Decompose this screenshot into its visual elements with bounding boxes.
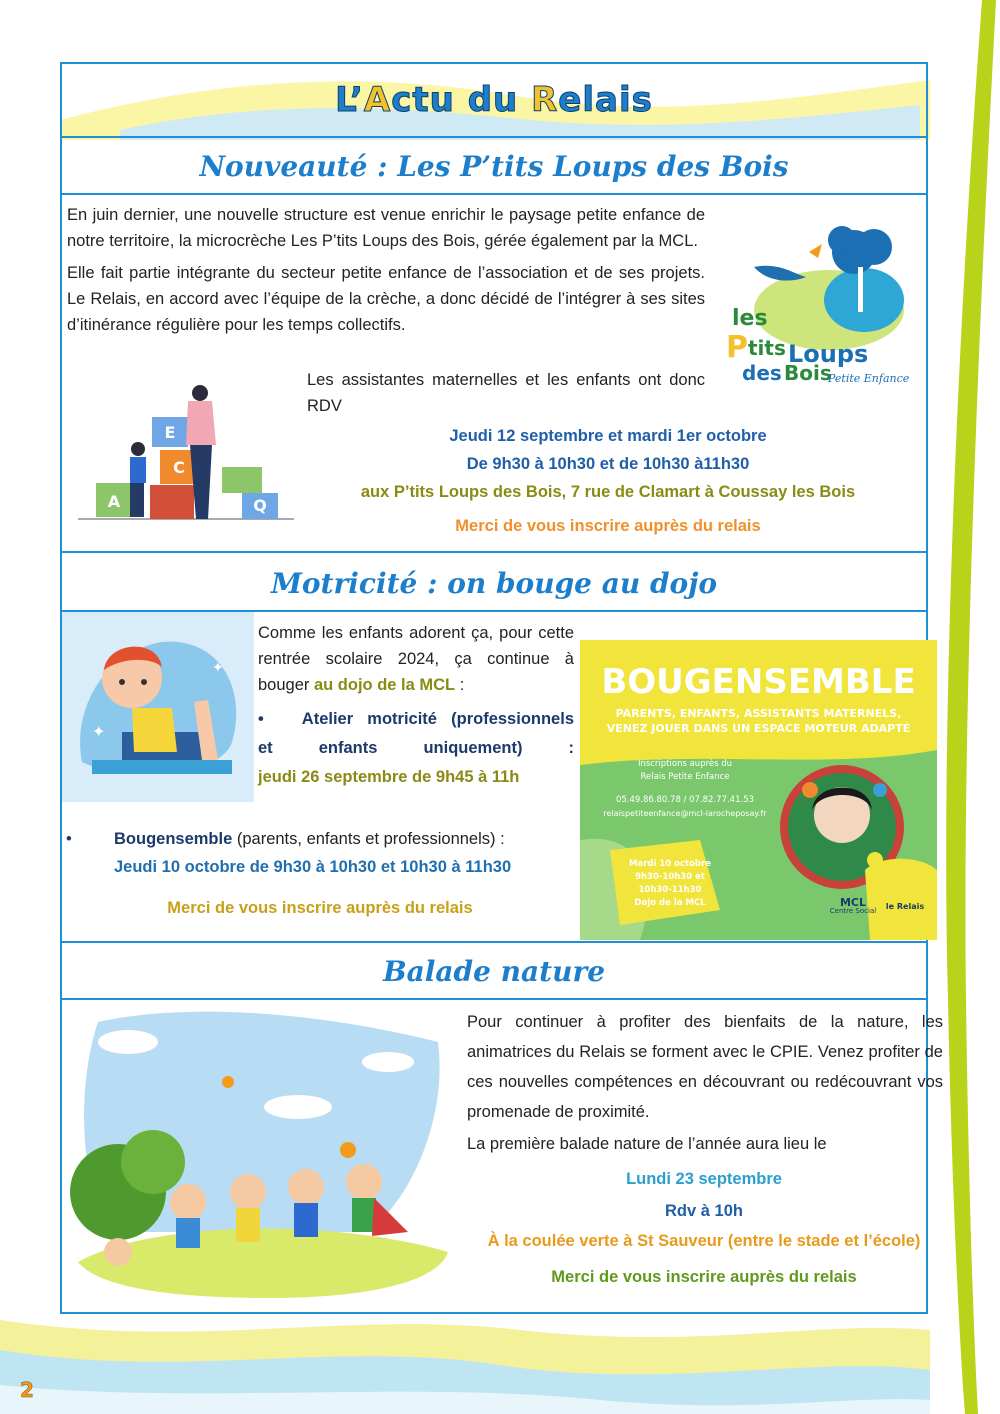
children-nature-illustration: [68, 1002, 460, 1298]
title-segment: A: [363, 80, 392, 120]
section2-item1: [258, 705, 574, 792]
bullet-icon: •: [258, 710, 264, 728]
svg-text:✦: ✦: [212, 660, 224, 676]
item1-label: Atelier motricité (professionnels et enfants uniquement) :: [258, 710, 574, 757]
intro-end: :: [455, 676, 465, 694]
poster-date-line: 10h30-11h30: [638, 885, 702, 895]
block-letter: E: [164, 423, 176, 442]
intro-text: Comme les enfants adorent ça, pour cette rentrée scolaire 2024, ça continue à bouger: [258, 624, 574, 694]
divider-section2-top: [60, 551, 928, 553]
poster-date-block: [620, 858, 720, 910]
section1-text-block: [67, 202, 705, 338]
poster-text: Relais Petite Enfance: [640, 772, 730, 782]
poster-subtitle-line: PARENTS, ENFANTS, ASSISTANTS MATERNELS,: [615, 707, 902, 720]
bottom-wave-decoration: [0, 1310, 1000, 1414]
section3-paragraph-2: La première balade nature de l’année aura lieu le: [467, 1135, 827, 1153]
section3-text-block: [467, 1007, 943, 1159]
poster-date-line: Mardi 10 octobre: [629, 859, 711, 869]
poster-email: relaispetiteenfance@mcl-larocheposay.fr: [603, 809, 767, 818]
poster-mcl: MCL: [839, 896, 867, 909]
title-segment: elais: [558, 80, 653, 120]
section2-signup: Merci de vous inscrire auprès du relais: [167, 899, 473, 917]
section3-date: Lundi 23 septembre: [626, 1170, 782, 1188]
poster-inscriptions: [600, 758, 770, 820]
item2-date: Jeudi 10 octobre de 9h30 à 10h30 et 10h30 à 11h30: [114, 858, 512, 876]
ptits-loups-logo: [724, 222, 914, 392]
section3-title: Balade nature: [382, 955, 606, 988]
block-letter: A: [107, 492, 121, 511]
item1-date: jeudi 26 septembre de 9h45 à 11h: [258, 768, 520, 786]
section1-title: Nouveauté : Les P’tits Loups des Bois: [199, 150, 789, 183]
logo-petite-enfance: Petite Enfance: [828, 372, 910, 385]
section3-signup: Merci de vous inscrire auprès du relais: [551, 1268, 857, 1286]
poster-text: Inscriptions auprès du: [637, 759, 733, 769]
logo-les: les: [732, 306, 768, 331]
mother-child-blocks-illustration: [78, 385, 294, 521]
title-segment: L’: [335, 80, 364, 120]
title-segment: R: [531, 80, 559, 120]
bougensemble-poster: [580, 640, 937, 940]
title-segment: ctu du: [391, 80, 532, 120]
block-letter: Q: [253, 496, 267, 515]
section3-paragraph-1: Pour continuer à profiter des bienfaits de la nature, les animatrices du Relais se forment avec le CPIE. Venez profiter de ces nouvelles compétences en découvrant ou redécouvrant vos promenade de proximité.: [467, 1013, 943, 1121]
divider-header: [60, 136, 928, 138]
item2-text: (parents, enfants et professionnels) :: [232, 830, 505, 848]
block-letter: C: [173, 458, 185, 477]
poster-date-line: 9h30-10h30 et: [635, 872, 705, 882]
logo-des: des: [742, 361, 782, 385]
poster-title: BOUGENSEMBLE: [601, 662, 916, 702]
poster-phone: 05.49.86.80.78 / 07.82.77.41.53: [615, 795, 755, 805]
section2-item2: [66, 825, 574, 881]
section1-paragraph-3: Les assistantes maternelles et les enfants ont donc RDV: [307, 371, 705, 415]
poster-date-line: Dojo de la MCL: [634, 898, 706, 908]
intro-highlight: au dojo de la MCL: [313, 676, 456, 694]
bullet-icon: •: [66, 830, 72, 848]
logo-p: P: [726, 330, 748, 365]
section1-paragraph-1: En juin dernier, une nouvelle structure est venue enrichir le paysage petite enfance de notre territoire, la microcrèche Les P’tits Loups des Bois, gérée également par la MCL.: [67, 206, 705, 250]
poster-centre-social: Centre Social: [829, 907, 877, 915]
section1-place: aux P’tits Loups des Bois, 7 rue de Clamart à Coussay les Bois: [360, 483, 856, 501]
divider-section3-top: [60, 941, 928, 943]
item2-label: Bougensemble: [114, 830, 233, 848]
section1-signup: Merci de vous inscrire auprès du relais: [455, 517, 761, 535]
section1-time: De 9h30 à 10h30 et de 10h30 à11h30: [466, 455, 750, 473]
poster-subtitle-line: VENEZ JOUER DANS UN ESPACE MOTEUR ADAPTÉ: [606, 722, 911, 735]
item1-row: [258, 705, 574, 763]
poster-subtitle: [590, 706, 927, 736]
poster-mcl-logo: [826, 898, 880, 916]
page-title: [60, 80, 928, 120]
logo-bois: Bois: [784, 361, 832, 385]
divider-section3-title: [60, 998, 928, 1000]
poster-relais-logo: le Relais: [885, 902, 925, 911]
svg-text:✦: ✦: [92, 722, 106, 741]
section1-date: Jeudi 12 septembre et mardi 1er octobre: [449, 427, 767, 445]
divider-section1-title: [60, 193, 928, 195]
page-number: 2: [20, 1378, 34, 1402]
item2-row: [66, 825, 574, 853]
logo-loups: Loups: [788, 340, 869, 368]
section3-time: Rdv à 10h: [665, 1202, 743, 1220]
section2-intro: [258, 620, 574, 698]
section1-paragraph-2: Elle fait partie intégrante du secteur petite enfance de l’association et de ses projets. Le Relais, en accord avec l’équipe de la crèche, a donc décidé de l’intégrer à ses sites d’itinérance régulière pour les temps collectifs.: [67, 264, 705, 334]
section3-place: À la coulée verte à St Sauveur (entre le stade et l’école): [487, 1232, 921, 1250]
logo-tits: tits: [748, 336, 786, 360]
child-yoga-illustration: [62, 612, 254, 802]
section2-title: Motricité : on bouge au dojo: [270, 567, 718, 600]
